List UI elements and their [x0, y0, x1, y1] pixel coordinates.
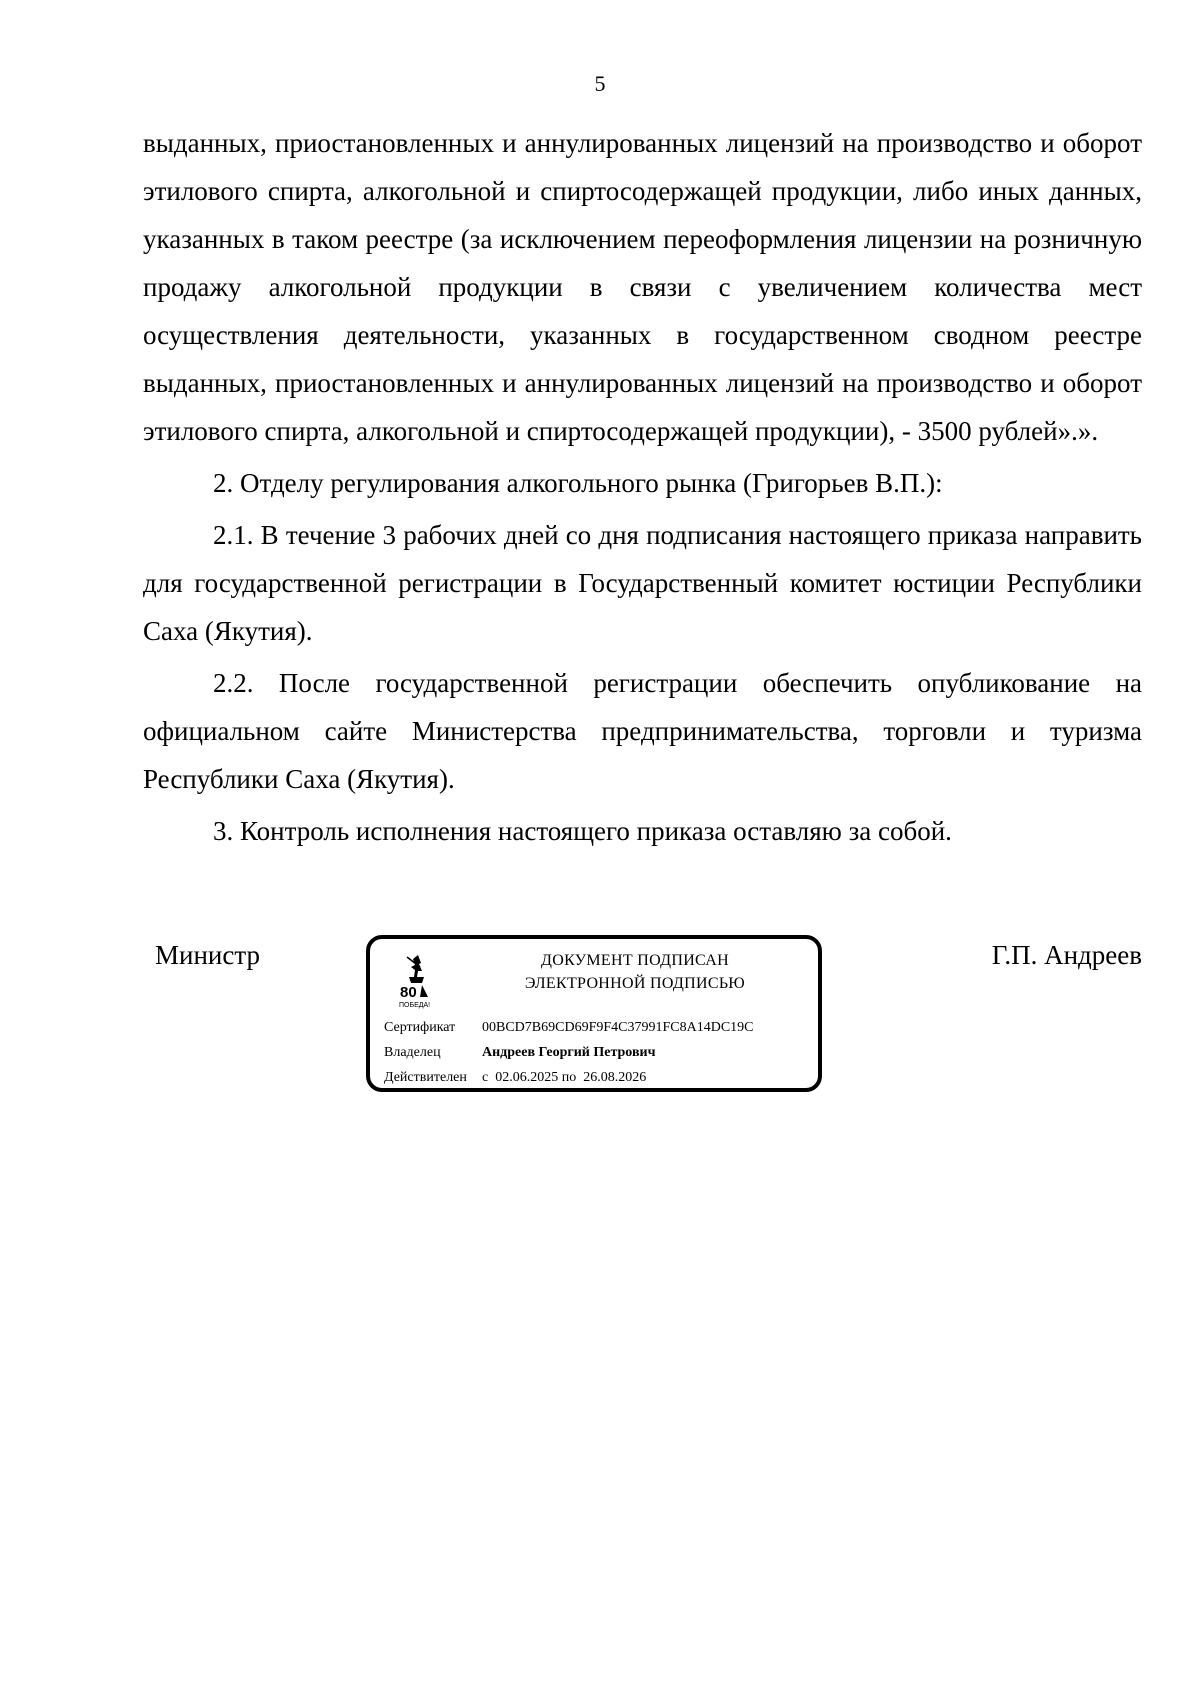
paragraph-continuation: выданных, приостановленных и аннулированных лицензий на производство и оборот этилового спирта, алкогольной и спиртосодержащей продукции, либо иных данных, указанных в таком реестре (за исключением переоформления лицензии на розничную продажу алкогольной продукции в связи с увеличением количества мест осуществления деятельности, указанных в государственном сводном реестре выданных, приостановленных и аннулированных лицензий на производство и оборот этилового спирта, алкогольной и спиртосодержащей продукции), - 3500 рублей».». [143, 128, 1142, 446]
owner-value: Андреев Георгий Петрович [482, 1045, 656, 1060]
paragraph-item-2-2: 2.2. После государственной регистрации обеспечить опубликование на официальном сайте Министерства предпринимательства, торговли и туризма Республики Саха (Якутия). [143, 668, 1142, 794]
certificate-label: Сертификат [384, 1020, 456, 1035]
stamp-header [470, 949, 800, 995]
paragraph-item-3: 3. Контроль исполнения настоящего приказа оставляю за собой. [213, 816, 952, 846]
document-body [143, 119, 1142, 855]
paragraph-item-2-1: 2.1. В течение 3 рабочих дней со дня подписания настоящего приказа направить для государственной регистрации в Государственный комитет юстиции Республики Саха (Якутия). [143, 520, 1142, 646]
owner-label: Владелец [384, 1045, 441, 1060]
svg-text:80: 80 [400, 984, 417, 1001]
stamp-header-line-2: ЭЛЕКТРОННОЙ ПОДПИСЬЮ [524, 975, 746, 992]
validity-value: с 02.06.2025 по 26.08.2026 [482, 1070, 647, 1085]
electronic-signature-stamp [366, 935, 822, 1092]
stamp-certificate-row [384, 1019, 754, 1037]
signatory-position: Министр [155, 940, 260, 970]
stamp-validity-row [384, 1069, 646, 1087]
svg-text:ПОБЕДА!: ПОБЕДА! [399, 1002, 431, 1009]
stamp-owner-row [384, 1044, 655, 1062]
validity-label: Действителен [384, 1070, 467, 1085]
page-number: 5 [594, 71, 606, 96]
paragraph-item-2: 2. Отделу регулирования алкогольного рынка (Григорьев В.П.): [213, 468, 943, 498]
certificate-value: 00BCD7B69CD69F9F4C37991FC8A14DC19C [482, 1020, 754, 1035]
signatory-name: Г.П. Андреев [991, 940, 1142, 970]
stamp-header-line-1: ДОКУМЕНТ ПОДПИСАН [541, 952, 729, 969]
victory-emblem-icon [398, 953, 434, 1013]
